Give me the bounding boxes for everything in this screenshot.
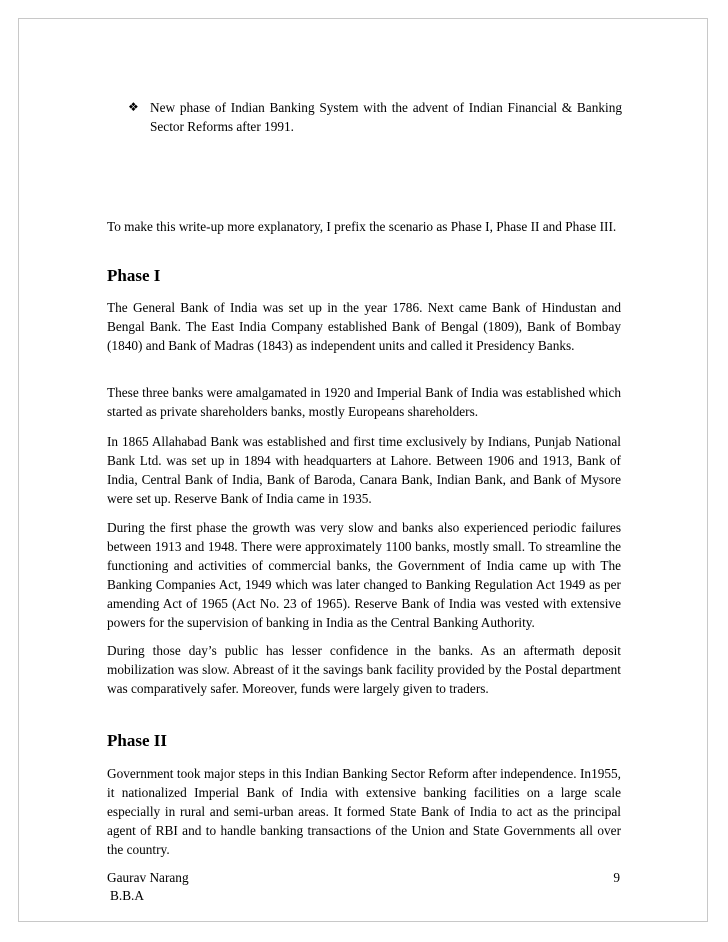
- phase1-heading: Phase I: [107, 266, 161, 285]
- phase2-heading: Phase II: [107, 731, 167, 750]
- phase1-paragraph-4: During the first phase the growth was very slow and banks also experienced periodic failures between 1913 and 1948. There were approximately 1100 banks, mostly small. To streamline the functioning and activities of commercial banks, the Government of India came up with The Banking Companies Act, 1949 which was later changed to Banking Regulation Act 1949 as per amending Act of 1965 (Act No. 23 of 1965). Reserve Bank of India was vested with extensive powers for the supervision of banking in India as the Central Banking Authority.: [107, 520, 621, 630]
- footer-degree: B.B.A: [110, 888, 144, 903]
- footer-author: Gaurav Narang: [107, 870, 189, 885]
- phase1-paragraph-1: The General Bank of India was set up in the year 1786. Next came Bank of Hindustan and Bengal Bank. The East India Company established Bank of Bengal (1809), Bank of Bombay (1840) and Bank of Madras (1843) as independent units and called it Presidency Banks.: [107, 300, 621, 353]
- phase1-paragraph-5: During those day’s public has lesser confidence in the banks. As an aftermath deposit mobilization was slow. Abreast of it the savings bank facility provided by the Postal department was comparatively safer. Moreover, funds were largely given to traders.: [107, 643, 621, 696]
- bullet-item: [128, 98, 622, 136]
- page-number: 9: [613, 870, 620, 885]
- bullet-text: New phase of Indian Banking System with the advent of Indian Financial & Banking Sector Reforms after 1991.: [150, 100, 622, 134]
- phase2-paragraph-1: Government took major steps in this Indian Banking Sector Reform after independence. In1955, it nationalized Imperial Bank of India with extensive banking facilities on a large scale especially in rural and semi-urban areas. It formed State Bank of India to act as the principal agent of RBI and to handle banking transactions of the Union and State Governments all over the country.: [107, 766, 621, 857]
- phase1-paragraph-3: In 1865 Allahabad Bank was established and first time exclusively by Indians, Punjab National Bank Ltd. was set up in 1894 with headquarters at Lahore. Between 1906 and 1913, Bank of India, Central Bank of India, Bank of Baroda, Canara Bank, Indian Bank, and Bank of Mysore were set up. Reserve Bank of India came in 1935.: [107, 434, 621, 506]
- intro-paragraph: To make this write-up more explanatory, I prefix the scenario as Phase I, Phase II and Phase III.: [107, 219, 617, 234]
- diamond-bullet-icon: ❖: [128, 100, 139, 114]
- phase1-paragraph-2: These three banks were amalgamated in 1920 and Imperial Bank of India was established which started as private shareholders banks, mostly Europeans shareholders.: [107, 385, 621, 419]
